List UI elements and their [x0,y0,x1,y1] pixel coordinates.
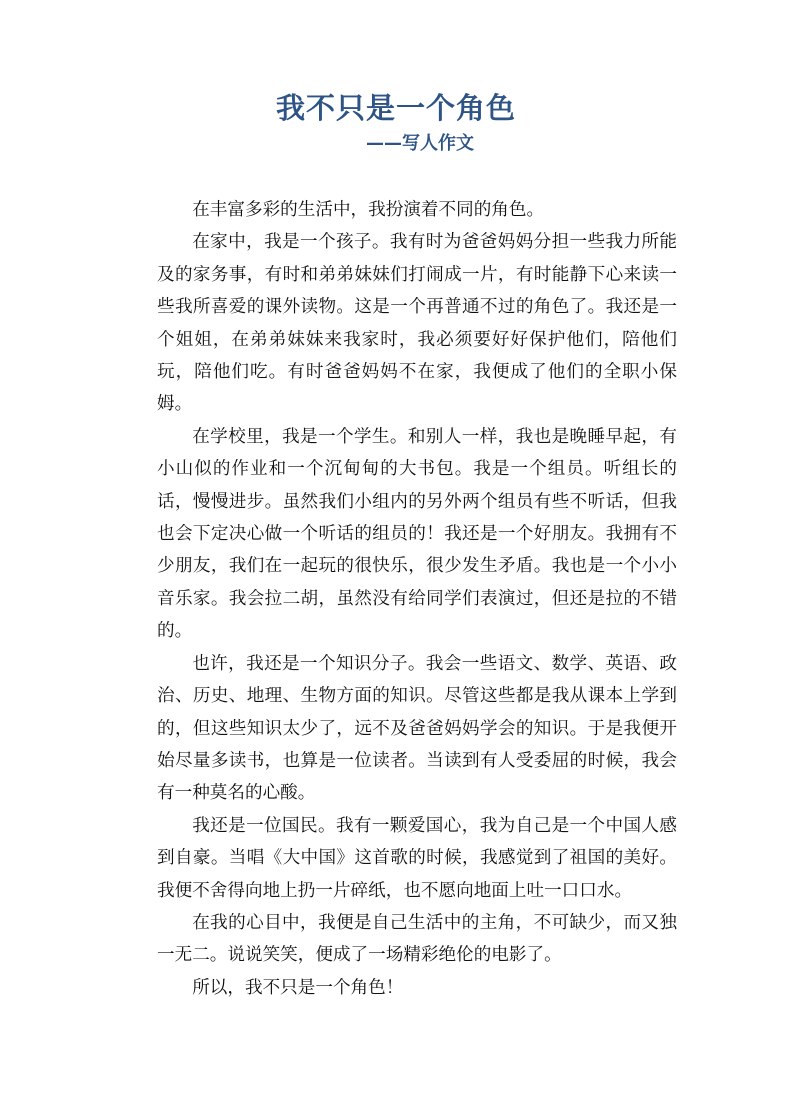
paragraph-3: 在学校里，我是一个学生。和别人一样，我也是晚睡早起，有小山似的作业和一个沉甸甸的大书包。我是一个组员。听组长的话，慢慢进步。虽然我们小组内的另外两个组员有些不听话，但我也会下定决心做一个听话的组员的！我还是一个好朋友。我拥有不少朋友，我们在一起玩的很快乐，很少发生矛盾。我也是一个小小音乐家。我会拉二胡，虽然没有给同学们表演过，但还是拉的不错的。 [157,426,677,642]
document-subtitle: ——写人作文 [366,133,474,154]
document-title: 我不只是一个角色 [275,91,516,125]
paragraph-2: 在家中，我是一个孩子。我有时为爸爸妈妈分担一些我力所能及的家务事，有时和弟弟妹妹们打闹成一片，有时能静下心来读一些我所喜爱的课外读物。这是一个再普通不过的角色了。我还是一个姐姐，在弟弟妹妹来我家时，我必须要好好保护他们，陪他们玩，陪他们吃。有时爸爸妈妈不在家，我便成了他们的全职小保姆。 [157,232,677,415]
paragraph-5: 我还是一位国民。我有一颗爱国心，我为自己是一个中国人感到自豪。当唱《大中国》这首歌的时候，我感觉到了祖国的美好。我便不舍得向地上扔一片碎纸，也不愿向地面上吐一口口水。 [157,815,677,901]
paragraph-4: 也许，我还是一个知识分子。我会一些语文、数学、英语、政治、历史、地理、生物方面的知识。尽管这些都是我从课本上学到的，但这些知识太少了，远不及爸爸妈妈学会的知识。于是我便开始尽量多读书，也算是一位读者。当读到有人受委屈的时候，我会有一种莫名的心酸。 [157,653,677,804]
paragraph-7: 所以，我不只是一个角色！ [192,977,404,998]
paragraph-6: 在我的心目中，我便是自己生活中的主角，不可缺少，而又独一无二。说说笑笑，便成了一场精彩绝伦的电影了。 [157,912,677,966]
document-body [157,194,677,1004]
paragraph-1: 在丰富多彩的生活中，我扮演着不同的角色。 [192,200,545,220]
